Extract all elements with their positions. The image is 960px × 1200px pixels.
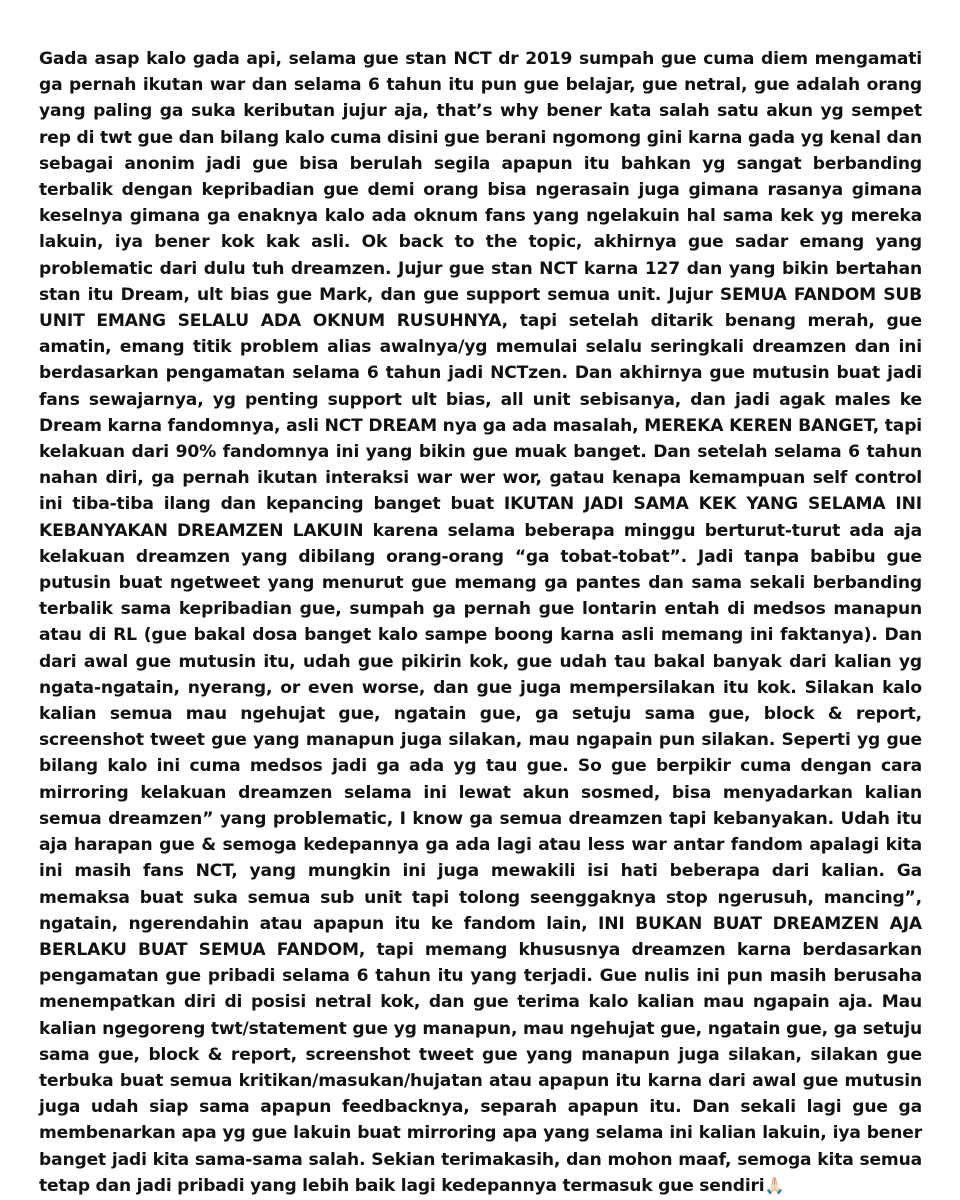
folded-hands-icon: 🙏🏻: [764, 1175, 785, 1195]
statement-paragraph: [39, 46, 922, 1199]
statement-text: Gada asap kalo gada api, selama gue stan NCT dr 2019 sumpah gue cuma diem mengamati ga pernah ikutan war dan selama 6 tahun itu pun gue belajar, gue netral, gue adalah orang yang paling ga suka keributan jujur aja, that’s why bener kata salah satu akun yg sempet rep di twt gue dan bilang kalo cuma disini gue berani ngomong gini karna gada yg kenal dan sebagai anonim jadi gue bisa berulah segila apapun itu bahkan yg sangat berbanding terbalik dengan kepribadian gue demi orang bisa ngerasain juga gimana rasanya gimana keselnya gimana ga enaknya kalo ada oknum fans yang ngelakuin hal sama kek yg mereka lakuin, iya bener kok kak asli. Ok back to the topic, akhirnya gue sadar emang yang problematic dari dulu tuh dreamzen. Jujur gue stan NCT karna 127 dan yang bikin bertahan stan itu Dream, ult bias gue Mark, dan gue support semua unit. Jujur SEMUA FANDOM SUB UNIT EMANG SELALU ADA OKNUM RUSUHNYA, tapi setelah ditarik benang merah, gue amatin, emang titik problem alias awalnya/yg memulai selalu seringkali dreamzen dan ini berdasarkan pengamatan selama 6 tahun jadi NCTzen. Dan akhirnya gue mutusin buat jadi fans sewajarnya, yg penting support ult bias, all unit sebisanya, dan jadi agak males ke Dream karna fandomnya, asli NCT DREAM nya ga ada masalah, MEREKA KEREN BANGET, tapi kelakuan dari 90% fandomnya ini yang bikin gue muak banget. Dan setelah selama 6 tahun nahan diri, ga pernah ikutan interaksi war wer wor, gatau kenapa kemampuan self control ini tiba-tiba ilang dan kepancing banget buat IKUTAN JADI SAMA KEK YANG SELAMA INI KEBANYAKAN DREAMZEN LAKUIN karena selama beberapa minggu berturut-turut ada aja kelakuan dreamzen yang dibilang orang-orang “ga tobat-tobat”. Jadi tanpa babibu gue putusin buat ngetweet yang menurut gue memang ga pantes dan sama sekali berbanding terbalik sama kepribadian gue, sumpah ga pernah gue lontarin entah di medsos manapun atau di RL (gue bakal dosa banget kalo sampe boong karna asli memang ini faktanya). Dan dari awal gue mutusin itu, udah gue pikirin kok, gue udah tau bakal banyak dari kalian yg ngata-ngatain, nyerang, or even worse, dan gue juga mempersilakan itu kok. Silakan kalo kalian semua mau ngehujat gue, ngatain gue, ga setuju sama gue, block & report, screenshot tweet gue yang manapun juga silakan, mau ngapain pun silakan. Seperti yg gue bilang kalo ini cuma medsos jadi ga ada yg tau gue. So gue berpikir cuma dengan cara mirroring kelakuan dreamzen selama ini lewat akun sosmed, bisa menyadarkan kalian semua dreamzen” yang problematic, I know ga semua dreamzen tapi kebanyakan. Udah itu aja harapan gue & semoga kedepannya ga ada lagi atau less war antar fandom apalagi kita ini masih fans NCT, yang mungkin ini juga mewakili isi hati beberapa dari kalian. Ga memaksa buat suka semua sub unit tapi tolong seenggaknya stop ngerusuh, mancing”, ngatain, ngerendahin atau apapun itu ke fandom lain, INI BUKAN BUAT DREAMZEN AJA BERLAKU BUAT SEMUA FANDOM, tapi memang khususnya dreamzen karna berdasarkan pengamatan gue pribadi selama 6 tahun itu yang terjadi. Gue nulis ini pun masih berusaha menempatkan diri di posisi netral kok, dan gue terima kalo kalian mau ngapain aja. Mau kalian ngegoreng twt/statement gue yg manapun, mau ngehujat gue, ngatain gue, ga setuju sama gue, block & report, screenshot tweet gue yang manapun juga silakan, silakan gue terbuka buat semua kritikan/masukan/hujatan atau apapun itu karna dari awal gue mutusin juga udah siap sama apapun feedbacknya, separah apapun itu. Dan sekali lagi gue ga membenarkan apa yg gue lakuin buat mirroring apa yang selama ini kalian lakuin, iya bener banget jadi kita sama-sama salah. Sekian terimakasih, dan mohon maaf, semoga kita semua tetap dan jadi pribadi yang lebih baik lagi kedepannya termasuk gue sendiri: [39, 49, 922, 1196]
document-page: [39, 46, 922, 1199]
